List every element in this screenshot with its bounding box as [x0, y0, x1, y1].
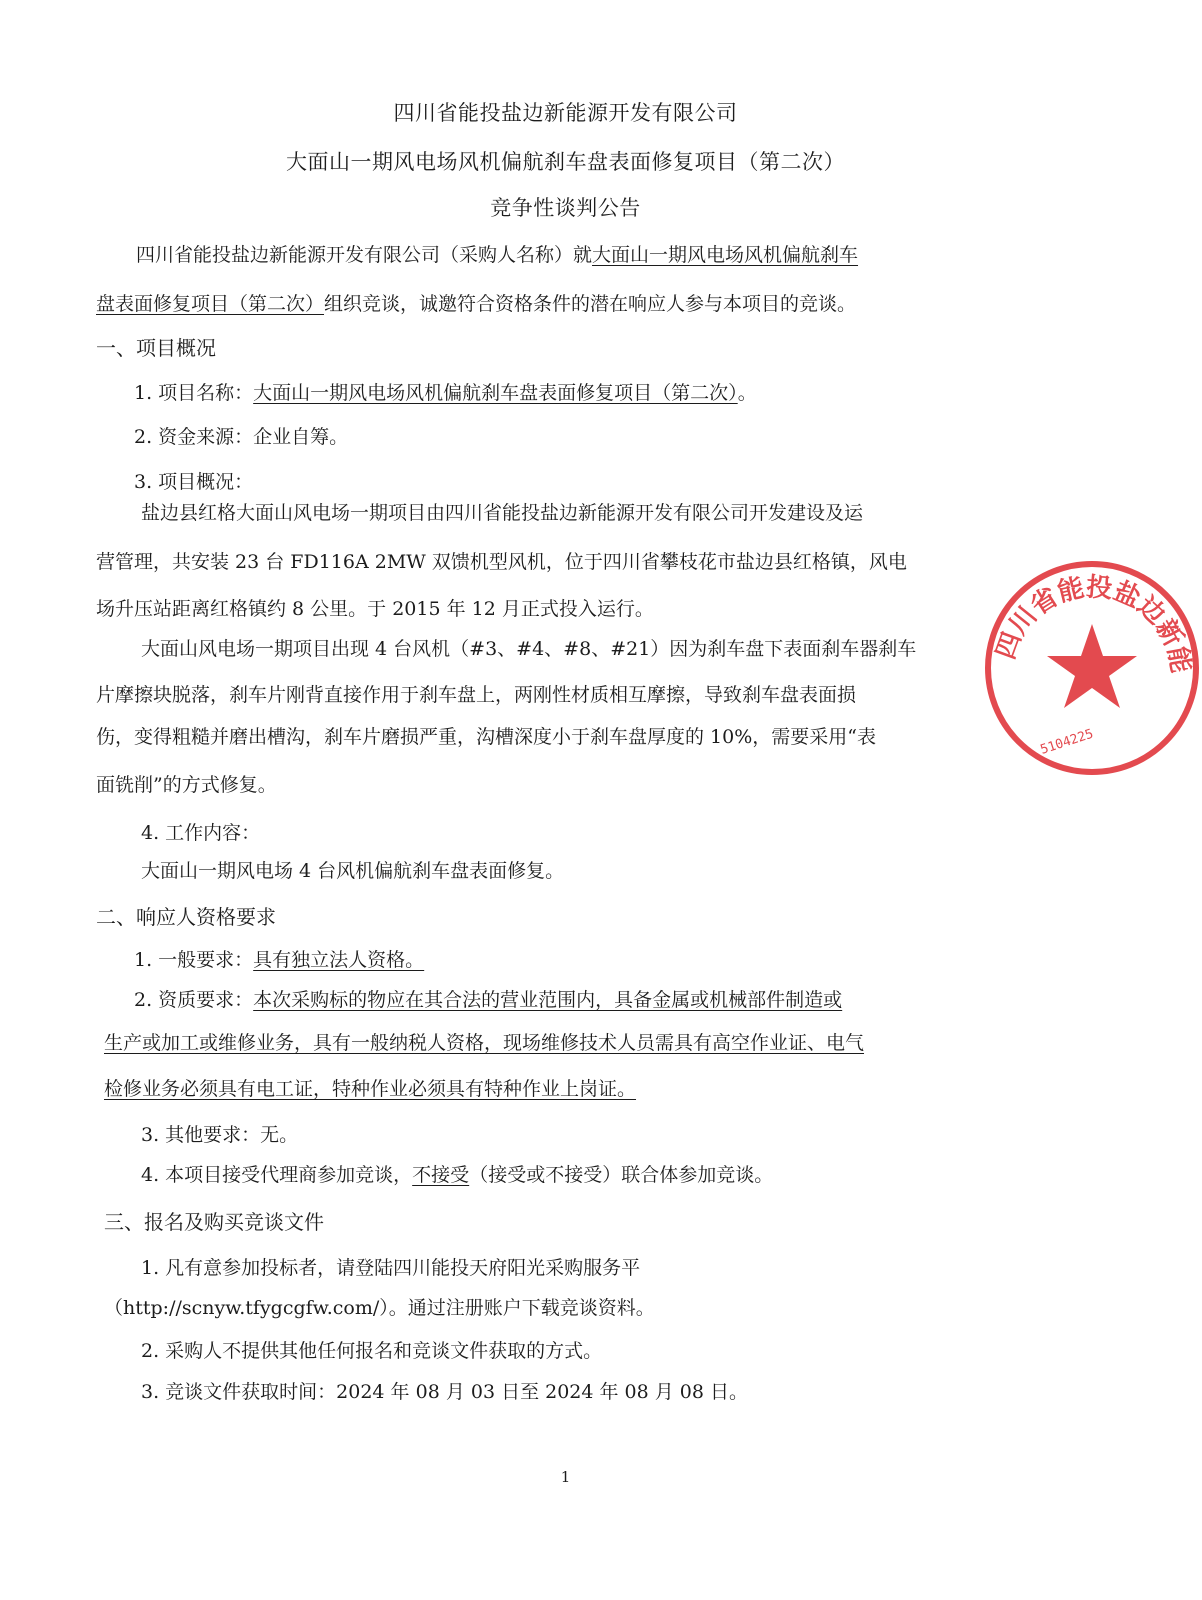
qualification-label: 2. 资质要求：: [134, 989, 254, 1011]
overview-paragraph-2-line-4: 面铣削”的方式修复。: [96, 774, 277, 796]
qualification-item-line-1: [134, 985, 1044, 1015]
intro-line-2: [96, 289, 1006, 319]
company-title: 四川省能投盐边新能源开发有限公司: [393, 101, 738, 125]
section-2-heading: 二、响应人资格要求: [96, 905, 276, 929]
overview-paragraph-2-line-1: 大面山风电场一期项目出现 4 台风机（#3、#4、#8、#21）因为刹车盘下表面刹车器刹车: [141, 638, 917, 660]
registration-item-line-1: 1. 凡有意参加投标者，请登陆四川能投天府阳光采购服务平: [141, 1257, 641, 1279]
consortium-text: 4. 本项目接受代理商参加竞谈，: [141, 1164, 413, 1186]
consortium-choice: 不接受: [412, 1164, 470, 1186]
section-3-heading: 三、报名及购买竞谈文件: [104, 1210, 324, 1234]
qualification-item-line-2: [104, 1028, 1014, 1058]
seal-code: 5104225: [1038, 726, 1096, 758]
work-content-item: 4. 工作内容：: [141, 822, 261, 844]
overview-paragraph-1-line-3: 场升压站距离红格镇约 8 公里。于 2015 年 12 月正式投入运行。: [96, 598, 654, 620]
overview-paragraph-1-line-2: 营管理，共安装 23 台 FD116A 2MW 双馈机型风机，位于四川省攀枝花市盐边县红格镇，风电: [96, 551, 907, 573]
intro-text: 四川省能投盐边新能源开发有限公司（采购人名称）就: [136, 244, 593, 266]
document-type-title: 竞争性谈判公告: [490, 196, 641, 220]
no-other-method-item: 2. 采购人不提供其他任何报名和竞谈文件获取的方式。: [141, 1340, 603, 1362]
general-requirement-value: 具有独立法人资格。: [253, 949, 425, 971]
work-content-text: 大面山一期风电场 4 台风机偏航刹车盘表面修复。: [141, 860, 565, 882]
registration-item-line-2: （http://scnyw.tfygcgfw.com/）。通过注册账户下载竞谈资料。: [104, 1297, 655, 1319]
general-requirement-label: 1. 一般要求：: [134, 949, 254, 971]
section-1-heading: 一、项目概况: [96, 336, 216, 360]
document-period-item: 3. 竞谈文件获取时间：2024 年 08 月 03 日至 2024 年 08 月 08 日。: [141, 1381, 749, 1403]
consortium-text-end: （接受或不接受）联合体参加竞谈。: [469, 1164, 774, 1186]
project-name-item: [134, 378, 1044, 408]
other-requirement-item: 3. 其他要求：无。: [141, 1124, 299, 1146]
overview-paragraph-1-line-1: 盐边县红格大面山风电场一期项目由四川省能投盐边新能源开发有限公司开发建设及运: [141, 502, 864, 524]
page-number: 1: [560, 1468, 571, 1486]
intro-line-1: [96, 240, 1006, 270]
overview-item: 3. 项目概况：: [134, 471, 254, 493]
consortium-item: [141, 1160, 1051, 1190]
intro-text-cont: 组织竞谈，诚邀符合资格条件的潜在响应人参与本项目的竞谈。: [324, 293, 857, 315]
company-seal-icon: [982, 558, 1202, 778]
general-requirement-item: [134, 945, 1044, 975]
intro-project-underlined: 大面山一期风电场风机偏航刹车: [592, 244, 859, 266]
qualification-item-line-3: [104, 1074, 1014, 1104]
overview-paragraph-2-line-2: 片摩擦块脱落，刹车片刚背直接作用于刹车盘上，两刚性材质相互摩擦，导致刹车盘表面损: [96, 684, 857, 706]
overview-paragraph-2-line-3: 伤，变得粗糙并磨出槽沟，刹车片磨损严重，沟槽深度小于刹车盘厚度的 10%，需要采用“表: [96, 726, 876, 748]
project-name-value: 大面山一期风电场风机偏航刹车盘表面修复项目（第二次）: [253, 382, 738, 404]
qualification-value-end: 检修业务必须具有电工证，特种作业必须具有特种作业上岗证。: [104, 1078, 637, 1100]
intro-project-underlined-cont: 盘表面修复项目（第二次）: [96, 293, 325, 315]
seal-text: 四川省能投盐边新能: [990, 572, 1196, 676]
qualification-value-cont: 生产或加工或维修业务，具有一般纳税人资格，现场维修技术人员需具有高空作业证、电气: [104, 1032, 865, 1054]
project-title: 大面山一期风电场风机偏航刹车盘表面修复项目（第二次）: [286, 150, 845, 174]
qualification-value: 本次采购标的物应在其合法的营业范围内，具备金属或机械部件制造或: [253, 989, 843, 1011]
project-name-label: 1. 项目名称：: [134, 382, 254, 404]
punct: 。: [737, 382, 757, 404]
fund-source-item: 2. 资金来源：企业自筹。: [134, 426, 349, 448]
